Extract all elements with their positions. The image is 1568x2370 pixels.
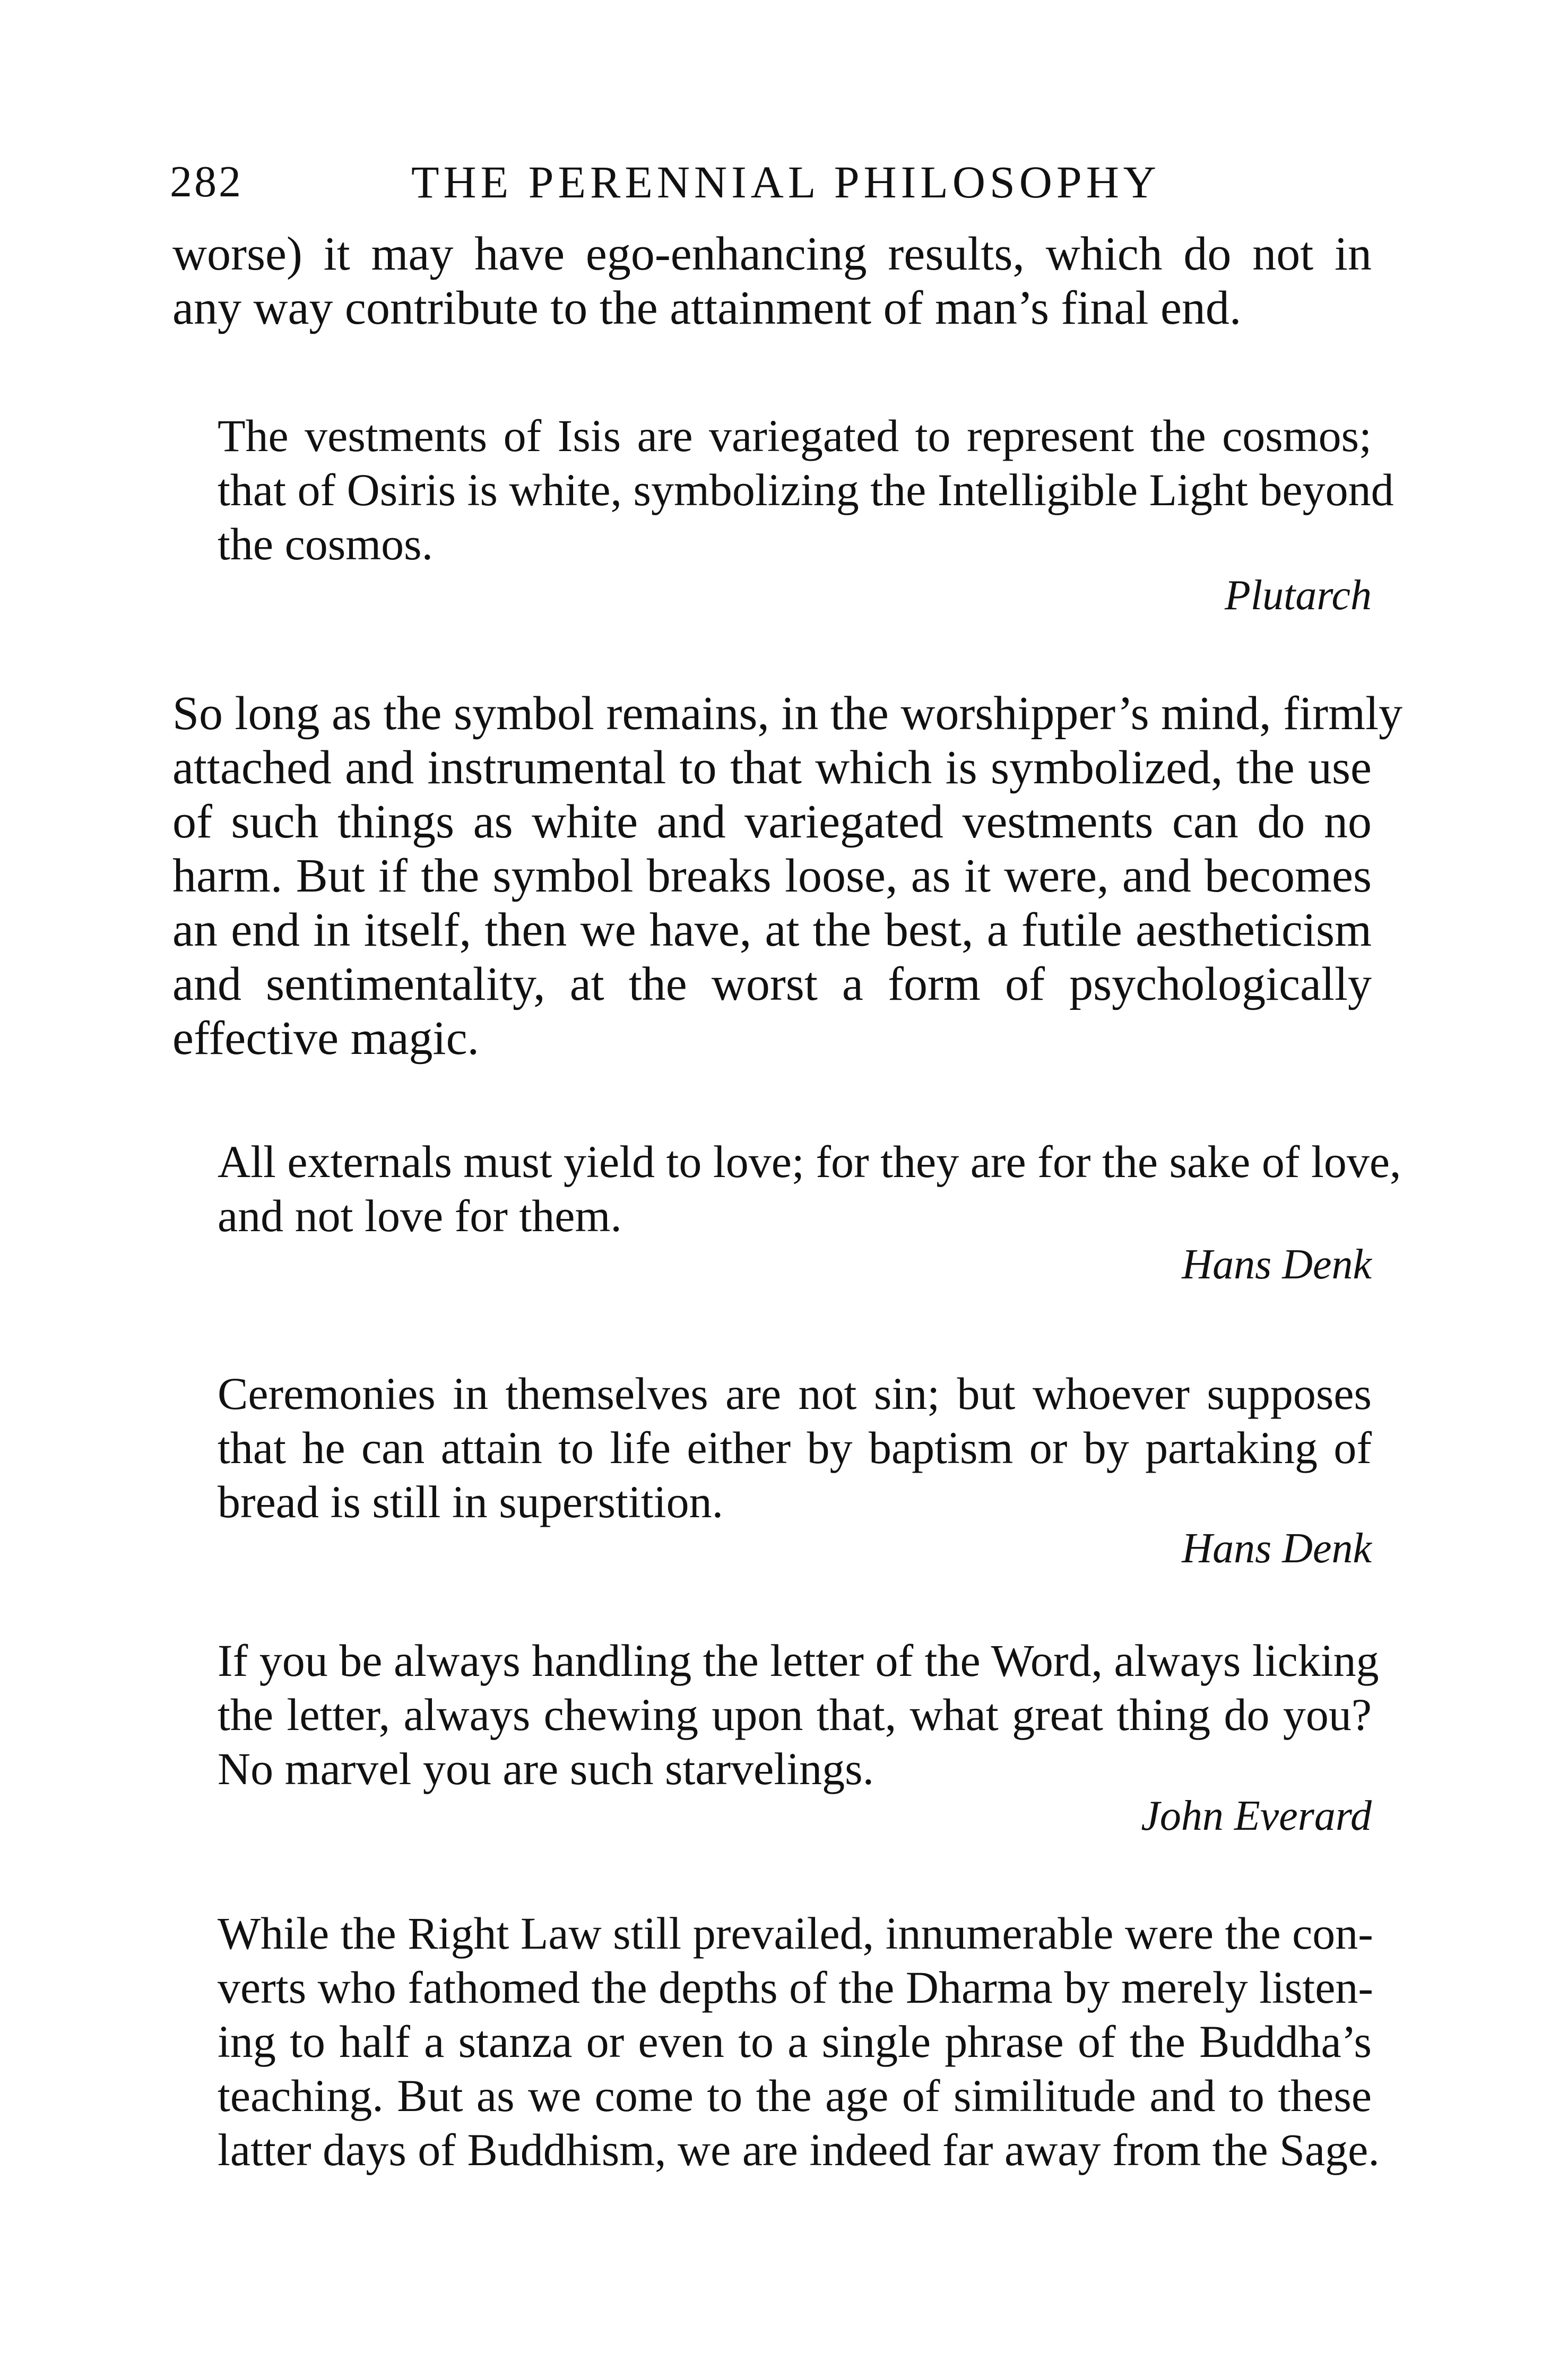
quote-hans-denk-love [218,1135,1401,1243]
text-line: of such things as white and variegated vestments can do no [172,795,1372,848]
text-line: All externals must yield to love; for they are for the sake of love, [218,1136,1401,1187]
text-line: an end in itself, then we have, at the best, a futile aestheticism [172,904,1372,956]
text-line: Ceremonies in themselves are not sin; but whoever supposes [218,1368,1372,1419]
quote-dharma [218,1906,1380,2177]
quote-attribution: John Everard [1141,1793,1372,1839]
text-line: harm. But if the symbol breaks loose, as it were, and becomes [172,850,1372,902]
page-number: 282 [170,157,243,206]
text-line: No marvel you are such starvelings. [218,1743,874,1794]
text-line: that he can attain to life either by baptism or by partaking of [218,1422,1372,1473]
text-line: ing to half a stanza or even to a single phrase of the Buddha’s [218,2016,1372,2067]
quote-john-everard [218,1633,1379,1796]
paragraph-symbol [172,687,1403,1066]
text-line: verts who fathomed the depths of the Dharma by merely listen- [218,1962,1374,2013]
text-line: bread is still in superstition. [218,1476,724,1527]
text-line: The vestments of Isis are variegated to represent the cosmos; [218,410,1372,461]
running-head [170,153,1369,211]
text-line: the cosmos. [218,518,434,569]
quote-hans-denk-ceremonies [218,1366,1372,1529]
text-line: and sentimentality, at the worst a form of psychologically [172,958,1372,1010]
text-line: worse) it may have ego-enhancing results, which do not in [172,228,1372,280]
quote-attribution: Hans Denk [1182,1241,1372,1288]
paragraph-continuation [172,227,1372,335]
quote-plutarch [218,409,1394,571]
text-line: latter days of Buddhism, we are indeed far away from the Sage. [218,2124,1380,2175]
text-line: While the Right Law still prevailed, innumerable were the con- [218,1908,1373,1959]
text-line: that of Osiris is white, symbolizing the Intelligible Light beyond [218,464,1394,515]
text-line: If you be always handling the letter of the Word, always licking [218,1635,1379,1686]
text-line: any way contribute to the attainment of man’s final end. [172,282,1242,334]
quote-attribution: Plutarch [1225,572,1372,619]
text-line: attached and instrumental to that which is symbolized, the use [172,741,1372,794]
text-line: the letter, always chewing upon that, what great thing do you? [218,1689,1372,1740]
text-line: teaching. But as we come to the age of similitude and to these [218,2070,1372,2121]
text-line: and not love for them. [218,1190,622,1241]
running-title: THE PERENNIAL PHILOSOPHY [411,157,1160,207]
text-line: effective magic. [172,1012,480,1065]
quote-attribution: Hans Denk [1182,1525,1372,1572]
text-line: So long as the symbol remains, in the worshipper’s mind, firmly [172,687,1403,740]
